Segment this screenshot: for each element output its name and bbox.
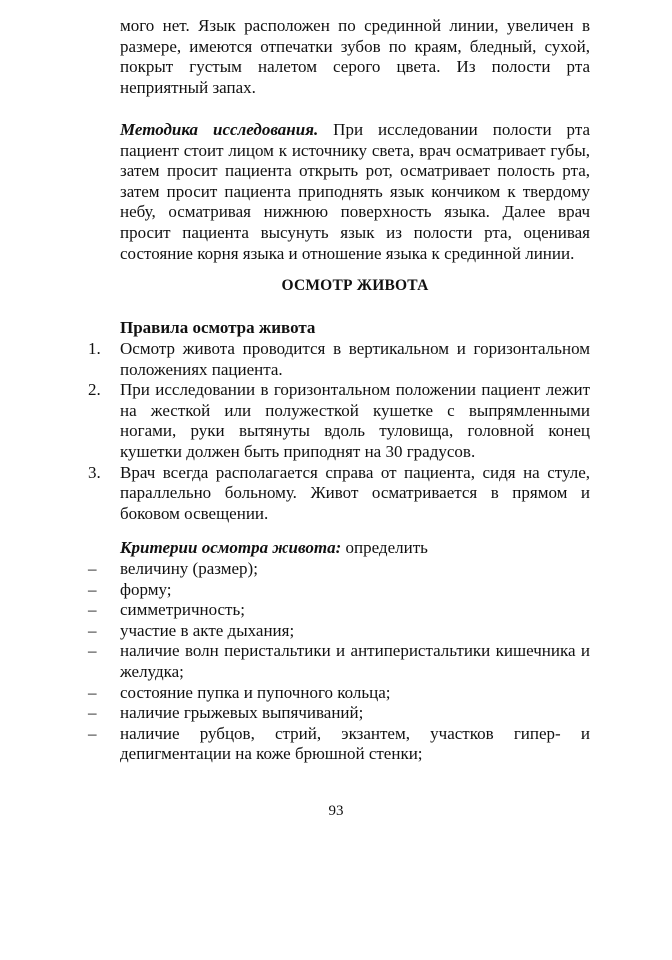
dash-bullet: – bbox=[88, 600, 97, 620]
criteria-item bbox=[88, 559, 590, 580]
method-lead: Методика исследования. bbox=[120, 120, 319, 139]
rule-item bbox=[88, 463, 590, 525]
criteria-item-text: наличие волн перистальтики и антиперистальтики кишечника и желудка; bbox=[120, 641, 590, 681]
criteria-item-text: участие в акте дыхания; bbox=[120, 620, 295, 640]
criteria-item-text: симметричность; bbox=[120, 600, 245, 620]
rule-number: 1. bbox=[88, 339, 101, 358]
criteria-item-text: наличие рубцов, стрий, экзантем, участков гипер- и депигментации на коже брюшной стенки; bbox=[120, 723, 590, 764]
dash-bullet: – bbox=[88, 620, 97, 640]
criteria-item bbox=[88, 621, 590, 642]
criteria-item-text: наличие грыжевых выпячиваний; bbox=[120, 703, 364, 723]
section-title: ОСМОТР ЖИВОТА bbox=[281, 277, 429, 294]
rule-number: 2. bbox=[88, 380, 101, 400]
method-text: При исследовании полости рта пациент стоит лицом к источнику света, врач осматривает губы, затем просит пациента открыть рот, осматривает полость рта, затем просит пациента приподнять язык кончиком к твердому небу, осматривая нижнюю поверхность языка. Далее врач просит пациента высунуть язык из полости рта, оценивая состояние корня языка и отношение языка к срединной линии. bbox=[120, 120, 590, 263]
rule-item bbox=[88, 339, 590, 380]
rule-text: Врач всегда располагается справа от пациента, сидя на стуле, параллельно больному. Живот осматривается в прямом и боковом освещении. bbox=[120, 462, 590, 523]
top-paragraph: мого нет. Язык расположен по срединной линии, увеличен в размере, имеются отпечатки зубов по краям, бледный, сухой, покрыт густым налетом серого цвета. Из полости рта неприятный запах. bbox=[120, 16, 590, 97]
dash-bullet: – bbox=[88, 682, 97, 702]
dash-bullet: – bbox=[88, 703, 97, 723]
dash-bullet: – bbox=[88, 723, 97, 743]
method-paragraph bbox=[120, 120, 590, 264]
rules-list bbox=[88, 339, 590, 524]
criteria-lead: Критерии осмотра живота: bbox=[120, 538, 342, 557]
criteria-text: определить bbox=[341, 538, 428, 557]
dash-bullet: – bbox=[88, 641, 97, 661]
criteria-item bbox=[88, 580, 590, 601]
criteria-heading bbox=[120, 538, 428, 559]
criteria-list bbox=[88, 559, 590, 765]
criteria-item bbox=[88, 703, 590, 724]
criteria-item bbox=[88, 724, 590, 765]
dash-bullet: – bbox=[88, 579, 97, 599]
rule-item bbox=[88, 380, 590, 462]
rule-number: 3. bbox=[88, 462, 101, 482]
criteria-item bbox=[88, 683, 590, 704]
criteria-item-text: форму; bbox=[120, 579, 172, 599]
dash-bullet: – bbox=[88, 559, 97, 578]
rule-text: При исследовании в горизонтальном положении пациент лежит на жесткой или полужесткой кушетке с выпрямленными ногами, руки вытянуты вдоль туловища, головной конец кушетки должен быть приподнят на 30 градусов. bbox=[120, 380, 590, 461]
criteria-item bbox=[88, 641, 590, 682]
criteria-item-text: величину (размер); bbox=[120, 559, 258, 578]
rule-text: Осмотр живота проводится в вертикальном и горизонтальном положениях пациента. bbox=[120, 339, 590, 379]
criteria-item-text: состояние пупка и пупочного кольца; bbox=[120, 682, 391, 702]
page-number: 93 bbox=[328, 803, 344, 819]
rules-heading: Правила осмотра живота bbox=[120, 318, 316, 337]
criteria-item bbox=[88, 600, 590, 621]
